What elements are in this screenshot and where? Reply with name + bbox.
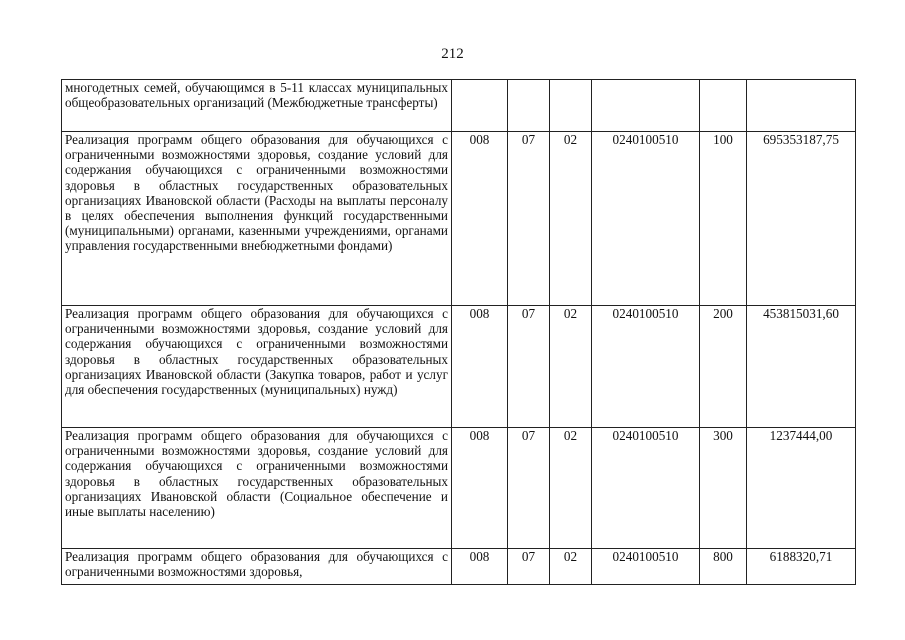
amount-value: 6188320,71 bbox=[747, 549, 856, 585]
ministry-code: 008 bbox=[452, 428, 508, 549]
target-article-code: 0240100510 bbox=[592, 132, 700, 306]
expense-type-code: 800 bbox=[700, 549, 747, 585]
section-code bbox=[508, 80, 550, 132]
table-row bbox=[62, 306, 856, 428]
row-description: Реализация программ общего образования для обучающихся с ограниченными возможностями здоровья, создание условий для содержания обучающихся с ограниченными возможностями здоровья в областных государственных образовательных организациях Ивановской области (Закупка товаров, работ и услуг для обеспечения государственных (муниципальных) нужд) bbox=[62, 306, 452, 428]
ministry-code: 008 bbox=[452, 306, 508, 428]
table-row bbox=[62, 132, 856, 306]
section-code: 07 bbox=[508, 306, 550, 428]
ministry-code bbox=[452, 80, 508, 132]
page-number: 212 bbox=[441, 46, 464, 62]
subsection-code: 02 bbox=[550, 428, 592, 549]
section-code: 07 bbox=[508, 428, 550, 549]
amount-value: 1237444,00 bbox=[747, 428, 856, 549]
subsection-code: 02 bbox=[550, 549, 592, 585]
expense-type-code bbox=[700, 80, 747, 132]
table-row bbox=[62, 428, 856, 549]
section-code: 07 bbox=[508, 549, 550, 585]
subsection-code: 02 bbox=[550, 306, 592, 428]
expense-type-code: 100 bbox=[700, 132, 747, 306]
row-description: Реализация программ общего образования для обучающихся с ограниченными возможностями здоровья, создание условий для содержания обучающихся с ограниченными возможностями здоровья в областных государственных образовательных организациях Ивановской области (Социальное обеспечение и иные выплаты населению) bbox=[62, 428, 452, 549]
ministry-code: 008 bbox=[452, 549, 508, 585]
row-description: Реализация программ общего образования для обучающихся с ограниченными возможностями здоровья, создание условий для содержания обучающихся с ограниченными возможностями здоровья в областных государственных образовательных организациях Ивановской области (Расходы на выплаты персоналу в целях обеспечения выполнения функций государственными (муниципальными) органами, казенными учреждениями, органами управления государственными внебюджетными фондами) bbox=[62, 132, 452, 306]
expense-type-code: 200 bbox=[700, 306, 747, 428]
expense-type-code: 300 bbox=[700, 428, 747, 549]
ministry-code: 008 bbox=[452, 132, 508, 306]
table-row bbox=[62, 80, 856, 132]
target-article-code: 0240100510 bbox=[592, 549, 700, 585]
section-code: 07 bbox=[508, 132, 550, 306]
subsection-code: 02 bbox=[550, 132, 592, 306]
amount-value bbox=[747, 80, 856, 132]
target-article-code: 0240100510 bbox=[592, 428, 700, 549]
row-description: многодетных семей, обучающимся в 5-11 классах муниципальных общеобразовательных организаций (Межбюджетные трансферты) bbox=[62, 80, 452, 132]
row-description: Реализация программ общего образования для обучающихся с ограниченными возможностями здоровья, bbox=[62, 549, 452, 585]
amount-value: 453815031,60 bbox=[747, 306, 856, 428]
budget-table bbox=[61, 79, 856, 585]
target-article-code bbox=[592, 80, 700, 132]
table-row bbox=[62, 549, 856, 585]
target-article-code: 0240100510 bbox=[592, 306, 700, 428]
amount-value: 695353187,75 bbox=[747, 132, 856, 306]
subsection-code bbox=[550, 80, 592, 132]
